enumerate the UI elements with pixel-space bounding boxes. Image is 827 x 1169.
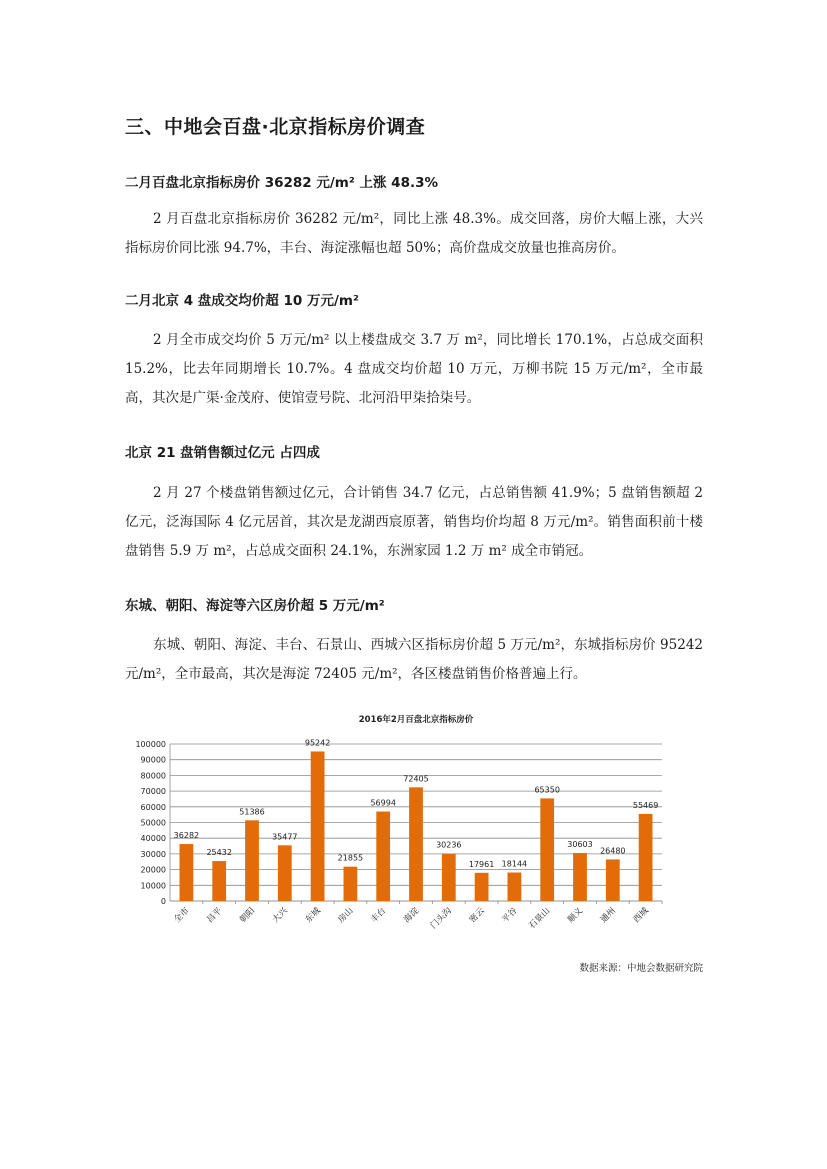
data-label: 30603 [567, 839, 593, 849]
bar-顺义 [573, 853, 587, 901]
x-tick-label: 海淀 [402, 906, 422, 926]
bar-丰台 [376, 812, 390, 901]
x-tick-label: 通州 [598, 906, 618, 926]
bar-朝阳 [245, 820, 259, 901]
data-label: 36282 [173, 831, 200, 841]
y-tick-label: 70000 [140, 787, 166, 797]
y-tick-label: 20000 [140, 865, 166, 875]
subtitle-4: 东城、朝阳、海淀等六区房价超 5 万元/m² [125, 598, 385, 614]
chart-title: 2016年2月百盘北京指标房价 [358, 715, 474, 725]
bar-密云 [475, 873, 489, 901]
paragraph-3: 2 月 27 个楼盘销售额过亿元，合计销售 34.7 亿元，占总销售额 41.9%；5 盘销售额超 2 亿元，泛海国际 4 亿元居首，其次是龙湖西宸原著，销售均价均超 8 万元/m²。销售面积前十楼盘销售 5.9 万 m²，占总成交面积 24.1%，东洲家园 1.2 万 m² 成全市销冠。 [125, 485, 703, 559]
bar-通州 [606, 859, 620, 901]
y-tick-label: 40000 [140, 834, 166, 844]
data-label: 17961 [468, 859, 495, 869]
bar-大兴 [278, 845, 292, 901]
paragraph-4: 东城、朝阳、海淀、丰台、石景山、西城六区指标房价超 5 万元/m²，东城指标房价 95242 元/m²，全市最高，其次是海淀 72405 元/m²，各区楼盘销售价格普遍上行。 [125, 637, 703, 682]
paragraph-1: 2 月百盘北京指标房价 36282 元/m²，同比上涨 48.3%。成交回落，房价大幅上涨，大兴指标房价同比涨 94.7%，丰台、海淀涨幅也超 50%；高价盘成交放量也推高房价。 [125, 211, 703, 256]
y-tick-label: 60000 [140, 802, 166, 812]
data-source: 数据来源：中地会数据研究院 [579, 963, 703, 974]
bar-房山 [344, 867, 358, 901]
data-label: 51386 [239, 807, 265, 817]
bar-西城 [639, 814, 653, 901]
x-tick-label: 门头沟 [428, 906, 454, 932]
bar-东城 [311, 751, 325, 901]
x-tick-label: 昌平 [205, 906, 225, 926]
y-tick-label: 80000 [140, 771, 166, 781]
price-bar-chart [120, 705, 680, 950]
data-label: 30236 [436, 840, 462, 850]
bar-海淀 [409, 787, 423, 901]
x-tick-label: 东城 [303, 906, 323, 926]
y-tick-label: 10000 [140, 881, 166, 891]
x-tick-label: 全市 [172, 906, 192, 926]
section-heading: 三、中地会百盘·北京指标房价调查 [125, 116, 426, 138]
x-tick-label: 西城 [631, 906, 651, 926]
y-tick-label: 100000 [135, 740, 166, 749]
data-label: 18144 [501, 859, 528, 869]
bar-石景山 [540, 798, 554, 901]
y-tick-label: 30000 [140, 849, 166, 859]
data-label: 55469 [632, 800, 659, 810]
subtitle-2: 二月北京 4 盘成交均价超 10 万元/m² [125, 293, 359, 309]
data-label: 25432 [206, 848, 232, 858]
data-label: 35477 [272, 832, 298, 842]
subtitle-3: 北京 21 盘销售额过亿元 占四成 [125, 445, 320, 461]
y-tick-label: 50000 [140, 818, 166, 828]
x-tick-label: 房山 [336, 906, 356, 926]
x-tick-label: 石景山 [527, 906, 553, 932]
x-tick-label: 顺义 [566, 906, 586, 926]
data-label: 72405 [403, 774, 429, 784]
bar-门头沟 [442, 854, 456, 901]
x-tick-label: 丰台 [369, 906, 389, 926]
data-label: 65350 [534, 785, 560, 795]
data-label: 95242 [304, 738, 331, 748]
x-tick-label: 密云 [467, 906, 487, 926]
paragraph-2: 2 月全市成交均价 5 万元/m² 以上楼盘成交 3.7 万 m²，同比增长 170.1%，占总成交面积 15.2%，比去年同期增长 10.7%。4 盘成交均价超 10 万元，万柳书院 15 万元/m²，全市最高，其次是广渠·金茂府、使馆壹号院、北河沿甲柒拾柒号。 [125, 332, 703, 406]
subtitle-1: 二月百盘北京指标房价 36282 元/m² 上涨 48.3% [125, 175, 439, 191]
data-label: 26480 [600, 846, 626, 856]
bar-全市 [180, 844, 194, 901]
x-tick-label: 朝阳 [238, 906, 258, 926]
bar-昌平 [212, 861, 226, 901]
y-tick-label: 90000 [140, 755, 166, 765]
bar-平谷 [508, 873, 522, 901]
x-tick-label: 大兴 [270, 906, 290, 926]
data-label: 21855 [337, 853, 364, 863]
x-tick-label: 平谷 [500, 906, 520, 926]
data-label: 56994 [370, 798, 396, 808]
y-tick-label: 0 [160, 897, 166, 906]
